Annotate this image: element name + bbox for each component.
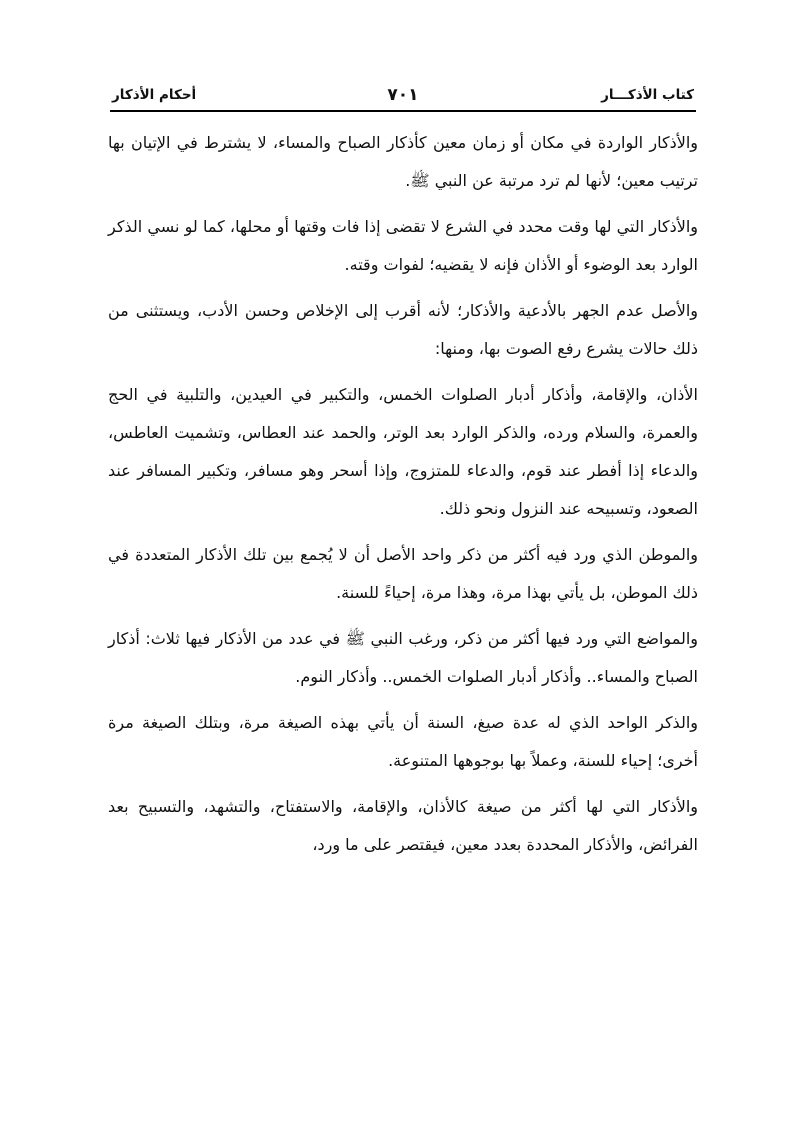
running-header — [112, 84, 694, 106]
paragraph: الأذان، والإقامة، وأذكار أدبار الصلوات الخمس، والتكبير في العيدين، والتلبية في الحج والعمرة، والسلام ورده، والذكر الوارد بعد الوتر، والحمد عند العطاس، وتشميت العاطس، والدعاء إذا أفطر عند قوم، والدعاء للمتزوج، وإذا أسحر وهو مسافر، وتكبير المسافر عند الصعود، وتسبيحه عند النزول ونحو ذلك. — [108, 385, 698, 518]
chapter-title: أحكام الأذكار — [112, 87, 197, 103]
paragraph: والأذكار التي لها وقت محدد في الشرع لا تقضى إذا فات وقتها أو محلها، كما لو نسي الذكر الوارد بعد الوضوء أو الأذان فإنه لا يقضيه؛ لفوات وقته. — [108, 217, 698, 274]
paragraph: والأصل عدم الجهر بالأدعية والأذكار؛ لأنه أقرب إلى الإخلاص وحسن الأدب، ويستثنى من ذلك حالات يشرع رفع الصوت بها، ومنها: — [108, 301, 698, 358]
body-text — [108, 124, 698, 872]
paragraph: والمواضع التي ورد فيها أكثر من ذكر، ورغب النبي ﷺ في عدد من الأذكار فيها ثلاث: أذكار الصباح والمساء.. وأذكار أدبار الصلوات الخمس.. وأذكار النوم. — [108, 629, 698, 686]
paragraph: والأذكار التي لها أكثر من صيغة كالأذان، والإقامة، والاستفتاح، والتشهد، والتسبيح بعد الفرائض، والأذكار المحددة بعدد معين، فيقتصر على ما ورد، — [108, 797, 698, 854]
book-title: كتاب الأذكـــار — [601, 87, 694, 103]
header-rule — [110, 110, 696, 112]
paragraph: والموطن الذي ورد فيه أكثر من ذكر واحد الأصل أن لا يُجمع بين تلك الأذكار المتعددة في ذلك الموطن، بل يأتي بهذا مرة، وهذا مرة، إحياءً للسنة. — [108, 545, 698, 602]
page-number: ٧٠١ — [387, 85, 419, 105]
paragraph: والأذكار الواردة في مكان أو زمان معين كأذكار الصباح والمساء، لا يشترط في الإتيان بها ترتيب معين؛ لأنها لم ترد مرتبة عن النبي ﷺ. — [108, 133, 698, 190]
paragraph: والذكر الواحد الذي له عدة صيغ، السنة أن يأتي بهذه الصيغة مرة، وبتلك الصيغة مرة أخرى؛ إحياء للسنة، وعملاً بها بوجوهها المتنوعة. — [108, 713, 698, 770]
